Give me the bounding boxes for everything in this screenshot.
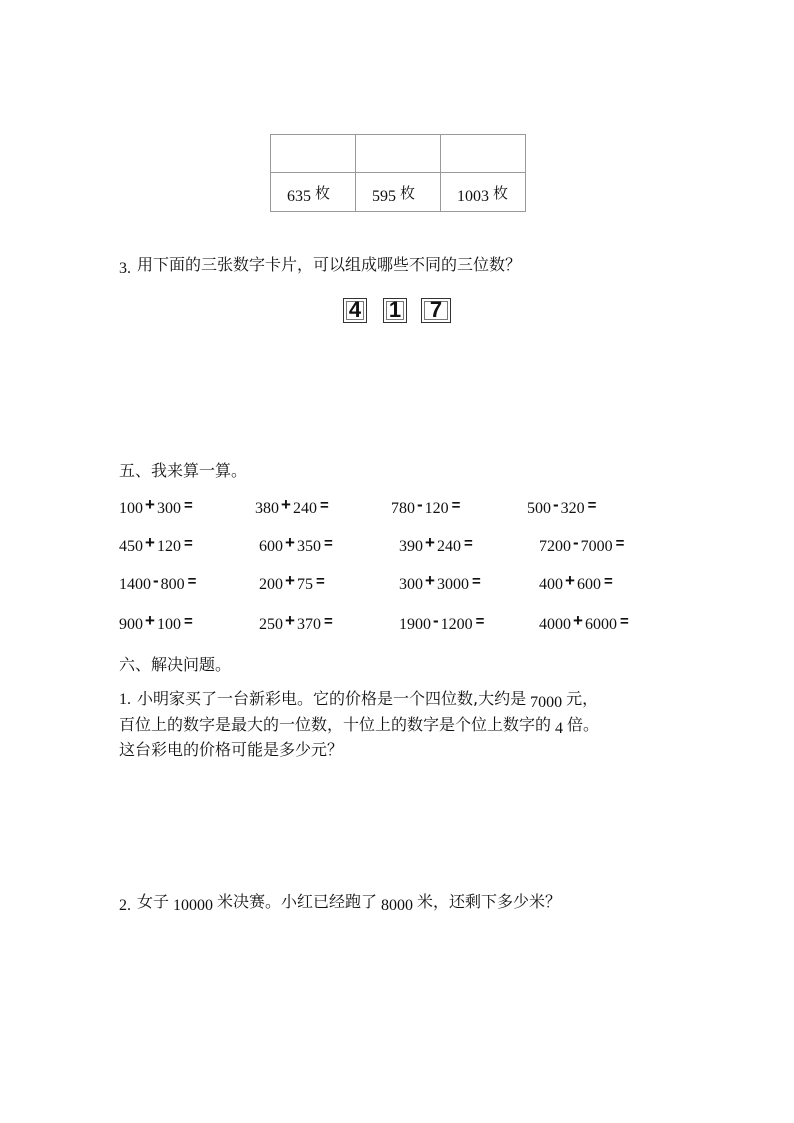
equals-sign: =	[183, 497, 193, 514]
operand: 800	[160, 576, 185, 593]
question-text: 用下面的三张数字卡片，可以组成哪些不同的三位数？	[137, 255, 522, 274]
coin-table-blank-cell	[271, 135, 356, 173]
coin-unit: 枚	[493, 183, 509, 202]
coin-table-blank-cell	[356, 135, 441, 173]
operand: 1400	[119, 576, 151, 593]
coin-value: 635	[287, 187, 311, 205]
operator: -	[573, 533, 579, 552]
operator: -	[433, 611, 439, 630]
equals-sign: =	[475, 613, 485, 630]
problem-1-line-1: 1. 小明家买了一台新彩电。它的价格是一个四位数,大约是 7000 元，	[119, 689, 599, 711]
operand: 370	[296, 616, 321, 633]
operand: 350	[296, 538, 321, 555]
calculation-item	[539, 611, 629, 634]
equals-sign: =	[323, 613, 333, 630]
calculation-item	[399, 533, 473, 556]
coin-table-cell	[356, 173, 441, 212]
problem-1-line-2: 百位上的数字是最大的一位数，十位上的数字是个位上数字的 4 倍。	[119, 715, 600, 737]
calculation-item	[399, 571, 481, 594]
coin-table-cell	[441, 173, 526, 212]
operand: 4000	[539, 616, 571, 633]
operand: 390	[399, 538, 423, 555]
operand: 900	[119, 616, 143, 633]
operand: 300	[156, 500, 181, 517]
digit-card: 4	[343, 298, 367, 323]
equals-sign: =	[587, 497, 597, 514]
operator: +	[145, 533, 155, 552]
operand: 1900	[399, 616, 431, 633]
problem-1-line-3: 这台彩电的价格可能是多少元？	[119, 740, 344, 759]
equals-sign: =	[319, 497, 329, 514]
equals-sign: =	[451, 497, 461, 514]
operand: 240	[436, 538, 461, 555]
section-6-title: 六、解决问题。	[119, 655, 232, 674]
calculation-item	[259, 533, 333, 556]
equals-sign: =	[187, 573, 197, 590]
operator: -	[153, 571, 159, 590]
calculation-item	[391, 495, 461, 518]
operator: +	[573, 611, 583, 630]
coin-unit: 枚	[315, 183, 331, 202]
operand: 120	[424, 500, 449, 517]
operator: +	[285, 611, 295, 630]
equals-sign: =	[463, 535, 473, 552]
calculation-item	[119, 495, 193, 518]
calculation-item	[119, 571, 197, 594]
calculation-item	[539, 533, 625, 556]
operator: +	[425, 533, 435, 552]
digit-card: 1	[383, 298, 407, 323]
equals-sign: =	[323, 535, 333, 552]
question-3: 3. 用下面的三张数字卡片，可以组成哪些不同的三位数？	[119, 255, 522, 277]
calculation-item	[527, 495, 597, 518]
operand: 450	[119, 538, 143, 555]
operator: +	[281, 495, 291, 514]
equals-sign: =	[619, 613, 629, 630]
digit-card: 7	[421, 298, 451, 323]
operand: 100	[156, 616, 181, 633]
operand: 1200	[440, 616, 473, 633]
operand: 100	[119, 500, 143, 517]
operand: 500	[527, 500, 551, 517]
operator: +	[145, 611, 155, 630]
problem-2: 2. 女子 10000 米决赛。小红已经跑了 8000 米，还剩下多少米？	[119, 892, 562, 914]
coin-value: 595	[372, 187, 396, 205]
operand: 400	[539, 576, 563, 593]
equals-sign: =	[183, 613, 193, 630]
coin-table-blank-cell	[441, 135, 526, 173]
operand: 6000	[584, 616, 617, 633]
calculation-item	[119, 533, 193, 556]
question-number: 3	[119, 260, 127, 277]
problem-number: 2	[119, 897, 127, 914]
operand: 380	[255, 500, 279, 517]
calculation-item	[259, 611, 333, 634]
operator: +	[565, 571, 575, 590]
coin-table	[270, 134, 526, 212]
coin-table-cell	[271, 173, 356, 212]
equals-sign: =	[615, 535, 625, 552]
operand: 3000	[436, 576, 469, 593]
equals-sign: =	[471, 573, 481, 590]
operand: 600	[259, 538, 283, 555]
operand: 120	[156, 538, 181, 555]
equals-sign: =	[183, 535, 193, 552]
operand: 600	[576, 576, 601, 593]
operand: 7000	[580, 538, 613, 555]
equals-sign: =	[315, 573, 325, 590]
calculation-item	[119, 611, 193, 634]
operator: +	[145, 495, 155, 514]
operand: 200	[259, 576, 283, 593]
operand: 780	[391, 500, 415, 517]
operator: -	[417, 495, 423, 514]
operand: 7200	[539, 538, 571, 555]
operand: 300	[399, 576, 423, 593]
section-5-title: 五、我来算一算。	[119, 461, 248, 480]
coin-unit: 枚	[400, 183, 416, 202]
operand: 250	[259, 616, 283, 633]
calculation-item	[399, 611, 485, 634]
equals-sign: =	[603, 573, 613, 590]
calculation-item	[259, 571, 325, 594]
calculation-item	[539, 571, 613, 594]
operator: -	[553, 495, 559, 514]
problem-number: 1	[119, 691, 127, 708]
coin-value: 1003	[457, 187, 489, 205]
operand: 320	[560, 500, 585, 517]
operator: +	[425, 571, 435, 590]
operand: 240	[292, 500, 317, 517]
operand: 75	[296, 576, 313, 593]
operator: +	[285, 533, 295, 552]
operator: +	[285, 571, 295, 590]
calculation-item	[255, 495, 329, 518]
